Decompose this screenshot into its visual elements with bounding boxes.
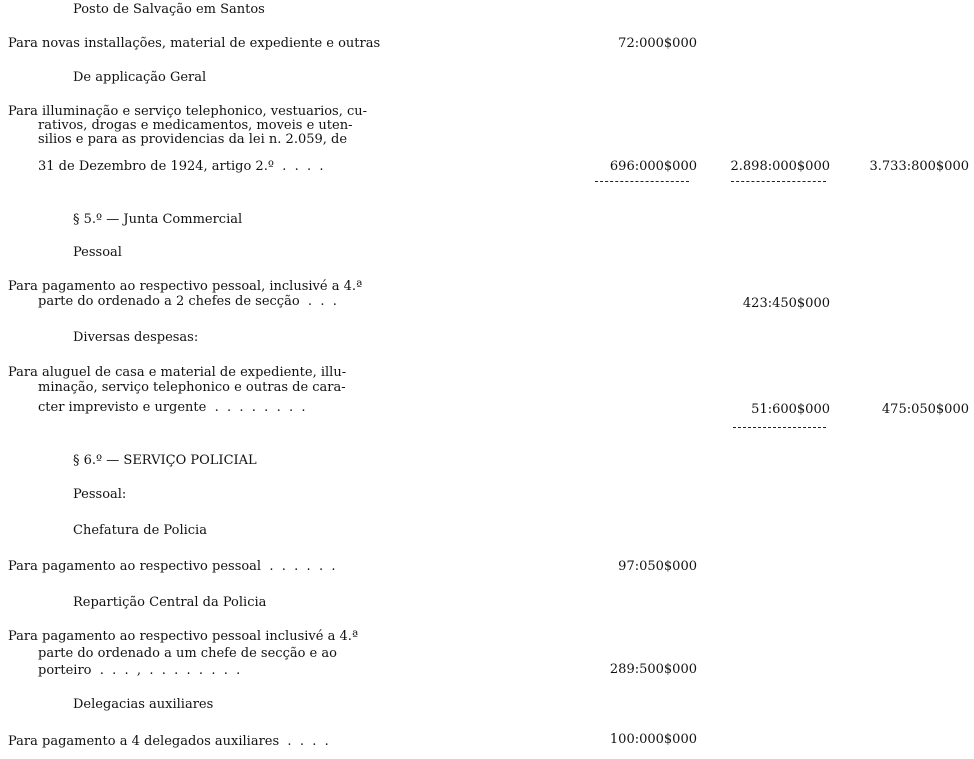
- entry-line: rativos, drogas e medicamentos, moveis e uten-: [38, 118, 353, 133]
- amount-col2: 423:450$000: [742, 296, 830, 311]
- amount-col3: 3.733:800$000: [869, 159, 969, 174]
- entry-line: Para pagamento a 4 delegados auxiliares . . . .: [8, 734, 329, 749]
- entry-line: cter imprevisto e urgente . . . . . . . .: [38, 400, 306, 415]
- section-heading: Repartição Central da Policia: [73, 595, 267, 610]
- entry-line: Para pagamento ao respectivo pessoal, inclusivé a 4.ª: [8, 279, 363, 294]
- section-heading: Delegacias auxiliares: [73, 697, 214, 712]
- entry-line: Para novas installações, material de expediente e outras: [8, 36, 381, 51]
- section-heading: Pessoal:: [73, 487, 127, 502]
- section-heading: De applicação Geral: [73, 70, 207, 85]
- section-heading: § 5.º — Junta Commercial: [73, 212, 243, 227]
- entry-line: Para pagamento ao respectivo pessoal inclusivé a 4.ª: [8, 629, 359, 644]
- entry-line: Para illuminação e serviço telephonico, vestuarios, cu-: [8, 104, 368, 119]
- amount-col2: 2.898:000$000: [730, 159, 830, 174]
- amount-col1: 100:000$000: [609, 732, 697, 747]
- entry-line: parte do ordenado a 2 chefes de secção . . .: [38, 294, 337, 309]
- amount-col1: 97:050$000: [618, 559, 697, 574]
- entry-line: Para pagamento ao respectivo pessoal . . . . . .: [8, 559, 336, 574]
- section-heading: Diversas despesas:: [73, 330, 199, 345]
- amount-col3: 475:050$000: [881, 402, 969, 417]
- entry-line: porteiro . . . , . . . . . . . .: [38, 663, 241, 678]
- amount-col1: 72:000$000: [618, 36, 697, 51]
- entry-line: 31 de Dezembro de 1924, artigo 2.º . . . .: [38, 159, 324, 174]
- entry-line: Para aluguel de casa e material de expediente, illu-: [8, 365, 347, 380]
- subtotal-rule: [595, 181, 689, 182]
- subtotal-rule: [731, 181, 826, 182]
- section-heading: Chefatura de Policia: [73, 523, 207, 538]
- entry-line: parte do ordenado a um chefe de secção e ao: [38, 646, 337, 661]
- amount-col2: 51:600$000: [751, 402, 830, 417]
- entry-line: silios e para as providencias da lei n. 2.059, de: [38, 132, 348, 147]
- section-heading: § 6.º — SERVIÇO POLICIAL: [73, 453, 257, 468]
- section-heading: Pessoal: [73, 245, 122, 260]
- entry-line: minação, serviço telephonico e outras de cara-: [38, 380, 346, 395]
- amount-col1: 289:500$000: [609, 662, 697, 677]
- section-heading: Posto de Salvação em Santos: [73, 2, 265, 17]
- amount-col1: 696:000$000: [609, 159, 697, 174]
- subtotal-rule: [733, 427, 826, 428]
